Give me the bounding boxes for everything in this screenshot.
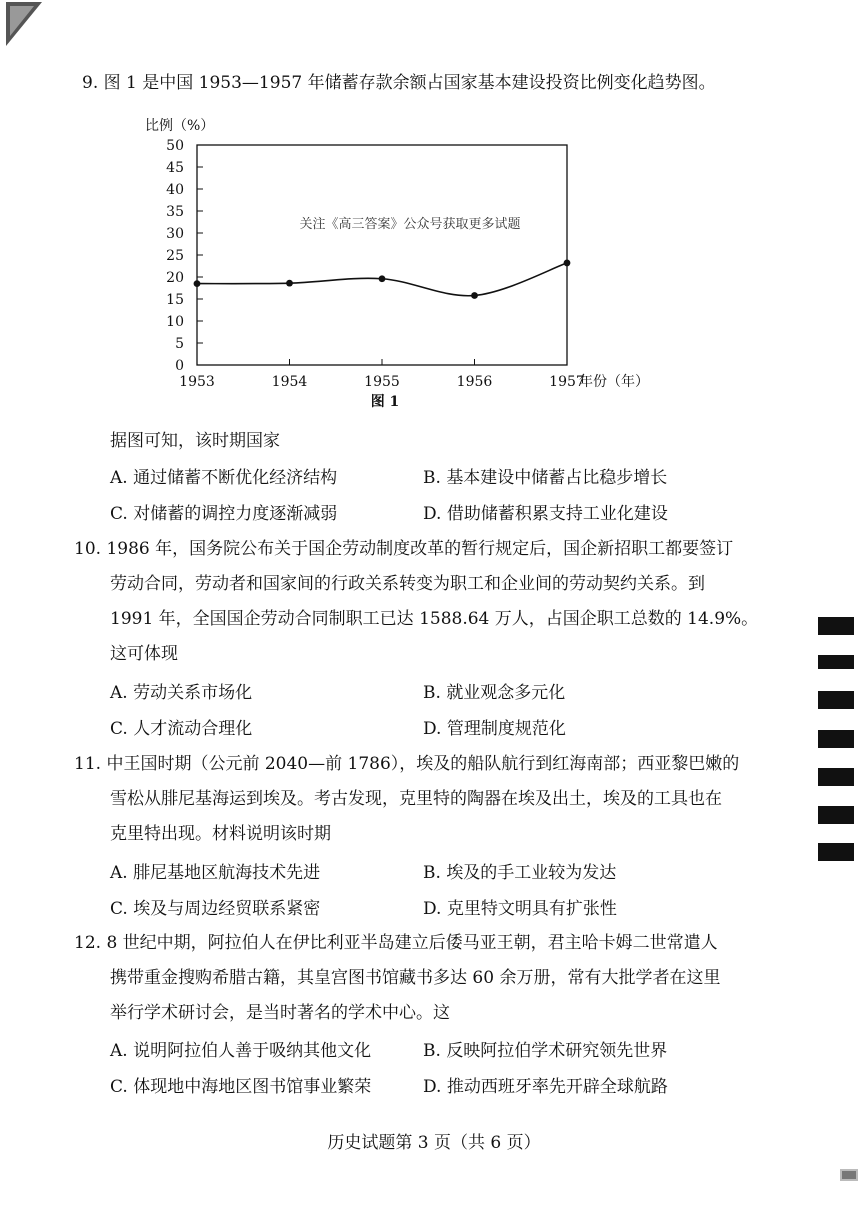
x-axis-label: 年份（年） xyxy=(579,374,649,390)
option-label: D. xyxy=(423,719,442,739)
question-9-options xyxy=(110,460,730,532)
options-row xyxy=(110,460,730,496)
options-row xyxy=(110,891,730,927)
option-c[interactable] xyxy=(110,891,320,927)
option-label: C. xyxy=(110,899,128,919)
y-tick-label: 25 xyxy=(166,248,184,264)
question-12 xyxy=(74,926,734,1031)
option-label: B. xyxy=(423,863,441,883)
question-number: 11. xyxy=(74,754,102,774)
y-axis-label: 比例（%） xyxy=(145,118,215,134)
question-number: 9. xyxy=(82,73,99,93)
registration-bar xyxy=(818,617,854,635)
question-text-line: 雪松从腓尼基海运到埃及。考古发现，克里特的陶器在埃及出土，埃及的工具也在 xyxy=(110,789,722,809)
registration-bar xyxy=(818,806,854,824)
question-10 xyxy=(74,532,759,672)
question-text-line: 这可体现 xyxy=(110,644,178,664)
registration-bar xyxy=(818,691,854,709)
options-row xyxy=(110,1033,730,1069)
option-text: 说明阿拉伯人善于吸纳其他文化 xyxy=(133,1041,372,1061)
option-label: C. xyxy=(110,504,128,524)
option-a[interactable] xyxy=(110,1033,371,1069)
question-text-line: 8 世纪中期，阿拉伯人在伊比利亚半岛建立后倭马亚王朝，君主哈卡姆二世常遣人 xyxy=(106,933,718,953)
x-tick-label: 1956 xyxy=(456,374,493,390)
option-text: 劳动关系市场化 xyxy=(133,683,253,703)
option-label: A. xyxy=(110,468,128,488)
y-tick-label: 45 xyxy=(166,160,184,176)
watermark-text: 关注《高三答案》公众号获取更多试题 xyxy=(299,217,521,232)
question-9 xyxy=(82,66,742,101)
option-b[interactable] xyxy=(423,675,565,711)
option-d[interactable] xyxy=(423,496,668,532)
data-point xyxy=(194,280,201,287)
option-text: 克里特文明具有扩张性 xyxy=(446,899,617,919)
x-tick-label: 1955 xyxy=(364,374,400,390)
option-label: C. xyxy=(110,1077,128,1097)
option-text: 体现地中海地区图书馆事业繁荣 xyxy=(133,1077,372,1097)
option-text: 借助储蓄积累支持工业化建设 xyxy=(446,504,668,524)
options-row xyxy=(110,675,730,711)
question-text-line: 携带重金搜购希腊古籍，其皇宫图书馆藏书多达 60 余万册，常有大批学者在这里 xyxy=(110,968,721,988)
registration-bar xyxy=(818,655,854,669)
question-line xyxy=(74,532,734,567)
registration-bar xyxy=(818,730,854,748)
corner-scan-mark xyxy=(6,2,42,46)
option-label: C. xyxy=(110,719,128,739)
question-9-prompt-block xyxy=(110,424,770,459)
option-label: A. xyxy=(110,1041,128,1061)
x-tick-label: 1953 xyxy=(179,374,215,390)
question-text-line: 劳动合同，劳动者和国家间的行政关系转变为职工和企业间的劳动契约关系。到 xyxy=(110,574,705,594)
figure-1-chart xyxy=(140,112,680,412)
y-tick-label: 0 xyxy=(175,358,184,374)
option-c[interactable] xyxy=(110,711,252,747)
options-row xyxy=(110,711,730,747)
y-tick-label: 15 xyxy=(166,292,184,308)
question-line xyxy=(74,926,734,961)
question-number: 12. xyxy=(74,933,102,953)
option-d[interactable] xyxy=(423,711,566,747)
option-b[interactable] xyxy=(423,855,616,891)
option-text: 反映阿拉伯学术研究领先世界 xyxy=(446,1041,668,1061)
plot-frame xyxy=(197,145,567,365)
option-text: 推动西班牙率先开辟全球航路 xyxy=(446,1077,668,1097)
data-point xyxy=(564,260,571,267)
question-10-options xyxy=(110,675,730,747)
option-text: 管理制度规范化 xyxy=(446,719,566,739)
option-text: 就业观念多元化 xyxy=(446,683,566,703)
question-text-line: 克里特出现。材料说明该时期 xyxy=(110,824,331,844)
option-text: 对储蓄的调控力度逐渐减弱 xyxy=(133,504,338,524)
question-11 xyxy=(74,747,740,852)
y-tick-label: 35 xyxy=(166,204,184,220)
option-d[interactable] xyxy=(423,1069,668,1105)
options-row xyxy=(110,496,730,532)
option-text: 埃及与周边经贸联系紧密 xyxy=(133,899,321,919)
option-text: 腓尼基地区航海技术先进 xyxy=(133,863,321,883)
question-9-stem-line xyxy=(82,66,742,101)
registration-bar xyxy=(818,768,854,786)
option-a[interactable] xyxy=(110,855,320,891)
question-line xyxy=(74,747,740,782)
question-prompt: 据图可知，该时期国家 xyxy=(110,431,280,451)
options-row xyxy=(110,1069,730,1105)
options-row xyxy=(110,855,730,891)
figure-caption: 图 1 xyxy=(370,394,400,410)
data-point xyxy=(286,280,293,287)
option-label: B. xyxy=(423,468,441,488)
option-c[interactable] xyxy=(110,496,337,532)
option-c[interactable] xyxy=(110,1069,371,1105)
y-tick-label: 30 xyxy=(166,226,184,242)
option-b[interactable] xyxy=(423,1033,667,1069)
y-tick-label: 40 xyxy=(166,182,184,198)
option-text: 埃及的手工业较为发达 xyxy=(446,863,617,883)
option-b[interactable] xyxy=(423,460,667,496)
question-12-options xyxy=(110,1033,730,1105)
option-a[interactable] xyxy=(110,675,252,711)
x-tick-label: 1954 xyxy=(271,374,308,390)
y-tick-label: 5 xyxy=(175,336,184,352)
scan-corner-mark xyxy=(840,1169,858,1181)
option-label: A. xyxy=(110,683,128,703)
option-a[interactable] xyxy=(110,460,337,496)
page-footer: 历史试题第 3 页（共 6 页） xyxy=(327,1133,541,1153)
option-label: B. xyxy=(423,1041,441,1061)
option-label: D. xyxy=(423,899,442,919)
question-stem: 图 1 是中国 1953—1957 年储蓄存款余额占国家基本建设投资比例变化趋势图。 xyxy=(103,73,716,93)
y-tick-label: 20 xyxy=(166,270,184,286)
question-text-line: 1991 年，全国国企劳动合同制职工已达 1588.64 万人，占国企职工总数的 14.9%。 xyxy=(110,609,759,629)
registration-bar xyxy=(818,843,854,861)
y-tick-label: 50 xyxy=(166,138,184,154)
option-text: 通过储蓄不断优化经济结构 xyxy=(133,468,338,488)
option-label: D. xyxy=(423,1077,442,1097)
option-d[interactable] xyxy=(423,891,617,927)
option-text: 基本建设中储蓄占比稳步增长 xyxy=(446,468,668,488)
option-label: A. xyxy=(110,863,128,883)
question-11-options xyxy=(110,855,730,927)
question-text-line: 1986 年，国务院公布关于国企劳动制度改革的暂行规定后，国企新招职工都要签订 xyxy=(106,539,734,559)
y-tick-label: 10 xyxy=(166,314,184,330)
question-text-line: 中王国时期（公元前 2040—前 1786），埃及的船队航行到红海南部；西亚黎巴嫩的 xyxy=(106,754,740,774)
question-number: 10. xyxy=(74,539,102,559)
option-label: D. xyxy=(423,504,442,524)
data-point xyxy=(379,275,386,282)
data-point xyxy=(471,292,478,299)
line-chart xyxy=(140,112,680,412)
question-text-line: 举行学术研讨会，是当时著名的学术中心。这 xyxy=(110,1003,450,1023)
option-label: B. xyxy=(423,683,441,703)
x-tick-label: 1957 xyxy=(549,374,585,390)
option-text: 人才流动合理化 xyxy=(133,719,253,739)
